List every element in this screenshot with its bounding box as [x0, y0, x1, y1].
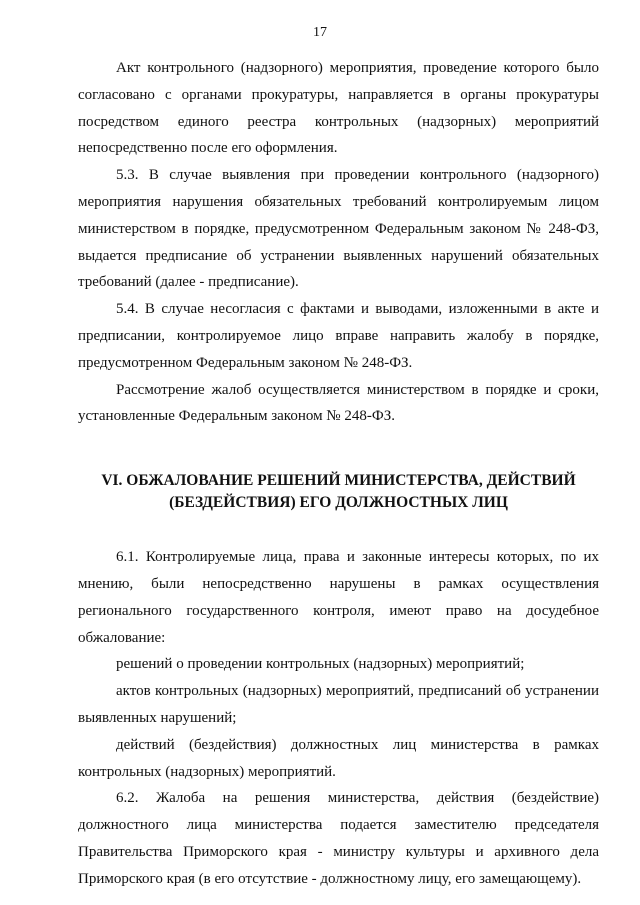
section-heading-line1: VI. ОБЖАЛОВАНИЕ РЕШЕНИЙ МИНИСТЕРСТВА, ДЕЙСТВИЙ [101, 472, 576, 490]
section-heading [78, 470, 599, 514]
document-body [78, 55, 599, 893]
paragraph-6-2: 6.2. Жалоба на решения министерства, действия (бездействие) должностного лица министерства подается заместителю председателя Правительства Приморского края - министру культуры и архивного дела Приморского края (в его отсутствие - должностному лицу, его замещающему). [78, 790, 599, 887]
paragraph-5-4: 5.4. В случае несогласия с фактами и выводами, изложенными в акте и предписании, контролируемое лицо вправе направить жалобу в порядке, предусмотренном Федеральным законом № 248-ФЗ. [78, 301, 599, 371]
list-item-actions: действий (бездействия) должностных лиц министерства в рамках контрольных (надзорных) мероприятий. [78, 736, 599, 780]
section-heading-line2: (БЕЗДЕЙСТВИЯ) ЕГО ДОЛЖНОСТНЫХ ЛИЦ [169, 494, 508, 512]
paragraph-6-1: 6.1. Контролируемые лица, права и законные интересы которых, по их мнению, были непосредственно нарушены в рамках осуществления регионального государственного контроля, имеют право на досудебное обжалование: [78, 549, 599, 646]
page-number: 17 [313, 25, 327, 40]
list-item-acts: актов контрольных (надзорных) мероприятий, предписаний об устранении выявленных нарушений; [78, 683, 599, 726]
paragraph-complaint-review: Рассмотрение жалоб осуществляется министерством в порядке и сроки, установленные Федеральным законом № 248-ФЗ. [78, 381, 599, 425]
paragraph-act-approval: Акт контрольного (надзорного) мероприятия, проведение которого было согласовано с органами прокуратуры, направляется в органы прокуратуры посредством единого реестра контрольных (надзорных) мероприятий непосредственно после его оформления. [78, 60, 599, 157]
paragraph-5-3: 5.3. В случае выявления при проведении контрольного (надзорного) мероприятия нарушения обязательных требований контролируемым лицом министерством в порядке, предусмотренном Федеральным законом № 248-ФЗ, выдается предписание об устранении выявленных нарушений обязательных требований (далее - предписание). [78, 167, 599, 291]
list-item-decisions: решений о проведении контрольных (надзорных) мероприятий; [116, 656, 525, 673]
